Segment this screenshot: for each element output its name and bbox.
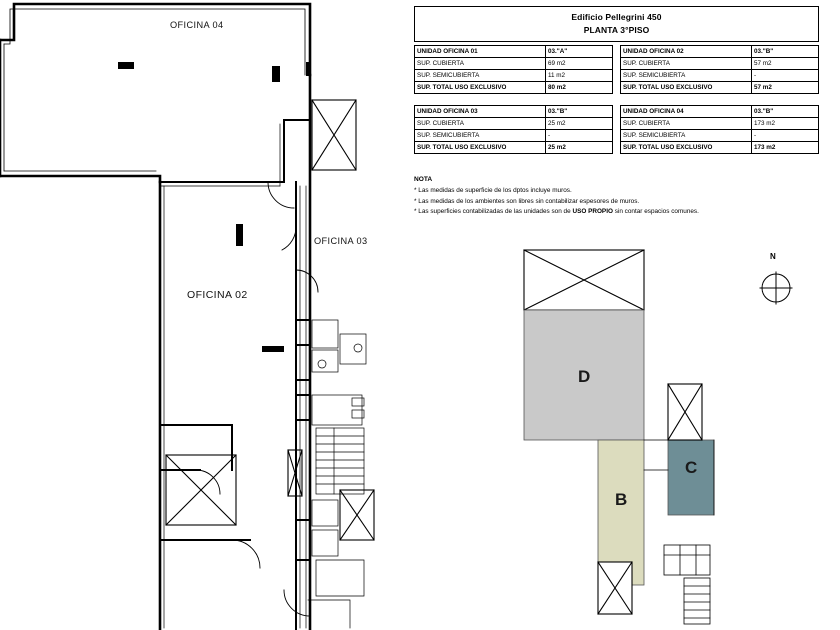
unit-table-02 xyxy=(620,45,819,94)
unit-02-title: UNIDAD OFICINA 02 xyxy=(621,46,752,58)
unit-04-total-label: SUP. TOTAL USO EXCLUSIVO xyxy=(621,142,752,154)
unit-table-03 xyxy=(414,105,613,154)
exterior-walls xyxy=(0,4,310,630)
table-row xyxy=(621,82,819,94)
note-line-3-post: sin contar espacios comunes. xyxy=(612,208,699,215)
table-row xyxy=(621,58,819,70)
note-block xyxy=(414,176,814,218)
table-row xyxy=(415,82,613,94)
unit-03-code: 03."B" xyxy=(546,106,613,118)
table-row xyxy=(415,46,613,58)
oficina-04-label: OFICINA 04 xyxy=(170,20,224,30)
note-line-3-emphasis: USO PROPIO xyxy=(572,208,613,215)
unit-02-cubierta-value: 57 m2 xyxy=(752,58,819,70)
key-plan xyxy=(524,250,714,624)
key-block-c-label: C xyxy=(685,458,698,477)
north-indicator xyxy=(752,252,800,308)
note-line-1: * Las medidas de superficie de los dptos incluye muros. xyxy=(414,187,572,194)
unit-04-semicubierta-label: SUP. SEMICUBIERTA xyxy=(621,130,752,142)
note-line-3 xyxy=(414,207,814,218)
table-row xyxy=(621,130,819,142)
table-row xyxy=(415,142,613,154)
plan-detail-lines xyxy=(160,124,366,628)
unit-01-code: 03."A" xyxy=(546,46,613,58)
unit-01-semicubierta-value: 11 m2 xyxy=(546,70,613,82)
table-row xyxy=(415,118,613,130)
unit-02-cubierta-label: SUP. CUBIERTA xyxy=(621,58,752,70)
unit-04-cubierta-label: SUP. CUBIERTA xyxy=(621,118,752,130)
unit-03-cubierta-label: SUP. CUBIERTA xyxy=(415,118,546,130)
unit-03-total-label: SUP. TOTAL USO EXCLUSIVO xyxy=(415,142,546,154)
note-line-3-pre: * Las superficies contabilizadas de las unidades son de xyxy=(414,208,573,215)
wall-stubs xyxy=(118,62,311,352)
unit-tables-row-2 xyxy=(414,105,819,154)
table-row xyxy=(621,46,819,58)
unit-01-total-label: SUP. TOTAL USO EXCLUSIVO xyxy=(415,82,546,94)
unit-table-01 xyxy=(414,45,613,94)
note-line-2: * Las medidas de los ambientes son libres sin contabilizar espesores de muros. xyxy=(414,197,640,205)
unit-02-semicubierta-value: - xyxy=(752,70,819,82)
unit-tables xyxy=(414,45,819,165)
unit-tables-row-1 xyxy=(414,45,819,94)
table-row xyxy=(621,106,819,118)
note-title: NOTA xyxy=(414,176,433,183)
unit-03-semicubierta-label: SUP. SEMICUBIERTA xyxy=(415,130,546,142)
unit-03-cubierta-value: 25 m2 xyxy=(546,118,613,130)
unit-02-code: 03."B" xyxy=(752,46,819,58)
unit-04-title: UNIDAD OFICINA 04 xyxy=(621,106,752,118)
unit-02-total-value: 57 m2 xyxy=(752,82,819,94)
table-row xyxy=(621,70,819,82)
unit-04-total-value: 173 m2 xyxy=(752,142,819,154)
unit-02-semicubierta-label: SUP. SEMICUBIERTA xyxy=(621,70,752,82)
key-block-b-label: B xyxy=(615,490,628,509)
building-name: Edificio Pellegrini 450 xyxy=(571,12,662,22)
unit-04-code: 03."B" xyxy=(752,106,819,118)
shaft-crosshatch xyxy=(166,100,374,540)
unit-04-semicubierta-value: - xyxy=(752,130,819,142)
unit-03-title: UNIDAD OFICINA 03 xyxy=(415,106,546,118)
unit-01-total-value: 80 m2 xyxy=(546,82,613,94)
oficina-02-label: OFICINA 02 xyxy=(187,289,248,301)
table-row xyxy=(415,58,613,70)
north-label: N xyxy=(770,252,776,261)
interior-walls xyxy=(160,120,310,630)
unit-01-title: UNIDAD OFICINA 01 xyxy=(415,46,546,58)
key-block-d-label: D xyxy=(578,367,591,386)
table-row xyxy=(621,118,819,130)
unit-02-total-label: SUP. TOTAL USO EXCLUSIVO xyxy=(621,82,752,94)
unit-03-total-value: 25 m2 xyxy=(546,142,613,154)
unit-03-semicubierta-value: - xyxy=(546,130,613,142)
unit-01-cubierta-value: 69 m2 xyxy=(546,58,613,70)
exterior-wall-inner-line xyxy=(4,9,305,171)
unit-01-cubierta-label: SUP. CUBIERTA xyxy=(415,58,546,70)
table-row xyxy=(415,106,613,118)
title-block xyxy=(414,6,819,42)
stair-run xyxy=(316,428,364,494)
oficina-03-label: OFICINA 03 xyxy=(314,236,368,246)
table-row xyxy=(415,70,613,82)
unit-01-semicubierta-label: SUP. SEMICUBIERTA xyxy=(415,70,546,82)
unit-04-cubierta-value: 173 m2 xyxy=(752,118,819,130)
floor-name: PLANTA 3°PISO xyxy=(583,25,650,35)
table-row xyxy=(415,130,613,142)
table-row xyxy=(621,142,819,154)
unit-table-04 xyxy=(620,105,819,154)
